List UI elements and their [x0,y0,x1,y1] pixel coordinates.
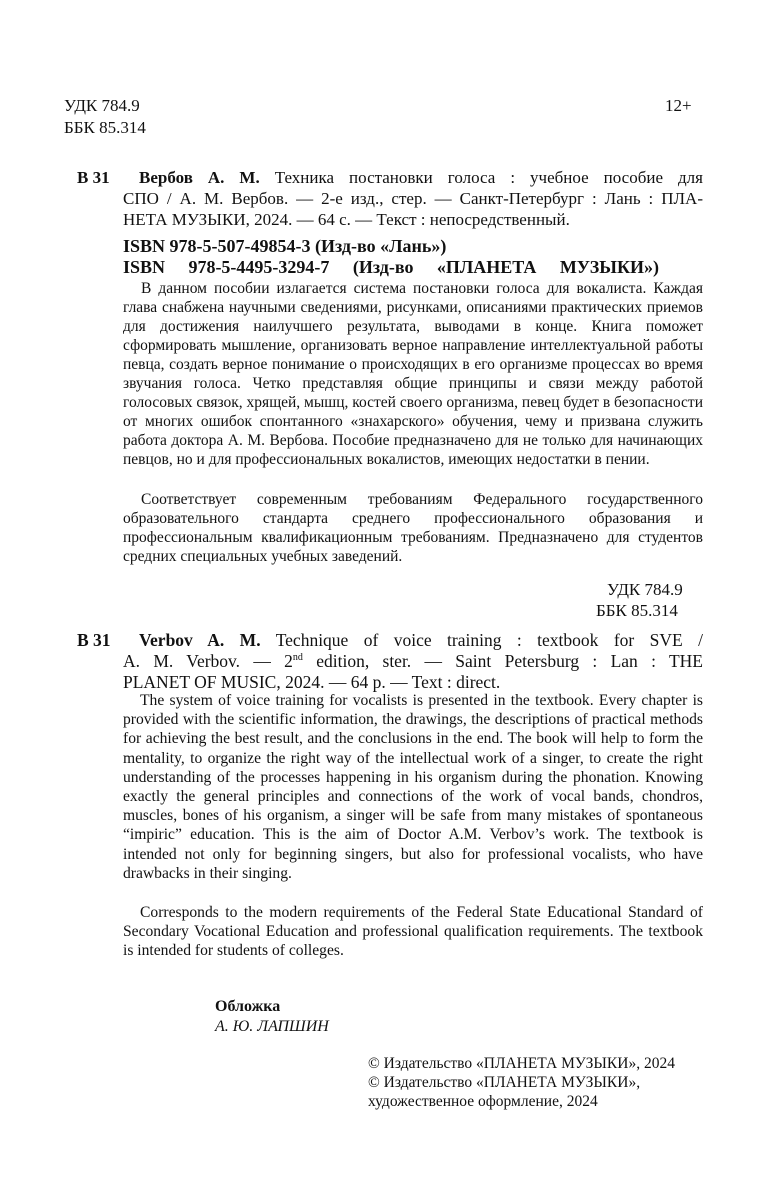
ru-bib-line3: НЕТА МУЗЫКИ, 2024. — 64 с. — Текст : непосредственный. [123,210,570,229]
copyright-line1: © Издательство «ПЛАНЕТА МУЗЫКИ», 2024 [368,1055,675,1072]
en-standard: Corresponds to the modern requirements of the Federal State Educational Standard of Secondary Vocational Education and professional qualification requirements. The textbook is intended for students of colleges. [123,904,703,960]
header-udk: УДК 784.9 [64,96,140,115]
en-title: Technique of voice training : textbook for SVE / [275,630,703,650]
ru-bib-line2: СПО / А. М. Вербов. — 2-е изд., стер. — Санкт-Петербург : Лань : ПЛА- [123,189,703,208]
right-bbk: ББК 85.314 [596,601,678,620]
ru-standard: Соответствует современным требованиям Федерального государственного образовательного стандарта среднего профессионального образования и профессиональным квалификационным требованиям. Предназначено для студентов средних специальных учебных заведений. [123,491,703,565]
en-bib-line2 [123,651,703,671]
en-author: Verbov A. M. [139,630,261,650]
en-abstract: The system of voice training for vocalists is presented in the textbook. Every chapter is provided with the scientific information, the drawings, the descriptions of practical methods for achieving the best result, and the conclusions in the end. The book will help to form the mentality, to organize the right way of the intellectual work of a singer, to create the right understanding of the processes happening in his organism during the phonation. Knowing exactly the general principles and connections of the work of vocal bands, chondros, muscles, bones of his organism, a singer will be safe from many mistakes of spontaneous “impiric” education. This is the aim of Doctor A.M. Verbov’s work. The textbook is intended not only for beginning singers, but also for professional vocalists, who have drawbacks in their singing. [123,692,703,882]
cover-label: Обложка [215,998,281,1015]
header-bbk: ББК 85.314 [64,118,146,137]
right-udk: УДК 784.9 [607,580,683,599]
en-bib-line2-b: edition, ster. — Saint Petersburg : Lan : THE [316,651,703,671]
ru-entry-code: В 31 [77,168,110,187]
copyright-line3: художественное оформление, 2024 [368,1093,598,1110]
ru-isbn-planet: ISBN 978-5-4495-3294-7 (Изд-во «ПЛАНЕТА МУЗЫКИ») [123,257,659,277]
en-bib-line3: PLANET OF MUSIC, 2024. — 64 p. — Text : direct. [123,672,501,692]
en-entry-code: В 31 [77,630,111,650]
en-bib-line2-a: A. M. Verbov. — 2 [123,651,293,671]
en-edition-sup: nd [292,652,303,663]
ru-bib-line1 [139,168,703,188]
copyright-line2: © Издательство «ПЛАНЕТА МУЗЫКИ», [368,1074,641,1091]
ru-title: Техника постановки голоса : учебное пособие для [274,168,703,187]
ru-author: Вербов А. М. [139,168,260,187]
age-rating: 12+ [665,96,692,115]
ru-abstract: В данном пособии излагается система постановки голоса для вокалиста. Каждая глава снабжена научными сведениями, рисунками, описаниями практических приемов для достижения наилучшего результата, выводами в конце. Книга поможет сформировать мышление, организовать верное направление интеллектуальной работы певца, создать верное понимание о происходящих в его организме процессах во время звучания голоса. Четко представляя общие принципы и связи между работой голосовых связок, хрящей, мышц, костей своего организма, певец будет в безопасности от многих ошибок спонтанного «знахарского» обучения, чему и призвана служить работа доктора А. М. Вербова. Пособие предназначено для не только для начинающих певцов, но и для профессиональных вокалистов, имеющих недостатки в пении. [123,280,704,468]
cover-designer: А. Ю. ЛАПШИН [215,1018,329,1035]
en-bib-line1 [139,630,703,650]
ru-isbn-lan: ISBN 978-5-507-49854-3 (Изд-во «Лань») [123,236,447,256]
